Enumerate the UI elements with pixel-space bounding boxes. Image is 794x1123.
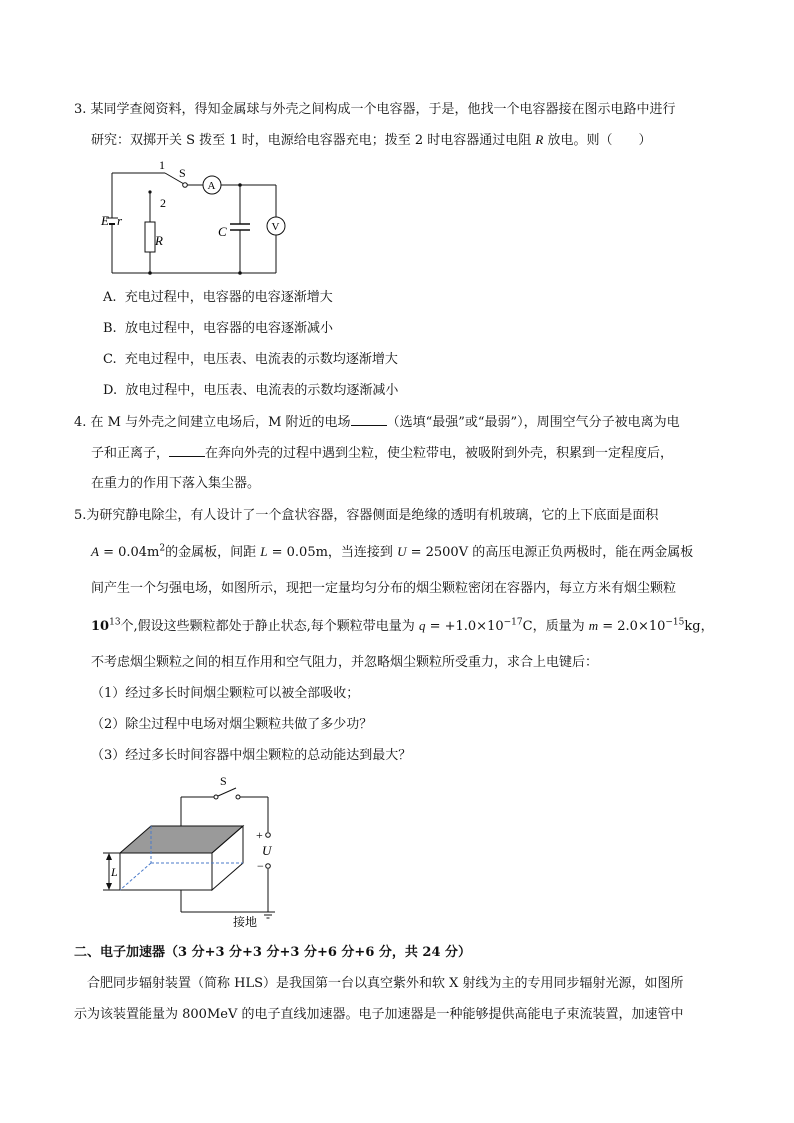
- option-key: C.: [103, 352, 117, 367]
- positive-terminal-label: +: [256, 828, 263, 842]
- voltmeter-label: V: [271, 221, 280, 233]
- q5-text: = +1.0×10: [425, 619, 504, 634]
- charge-symbol: q: [418, 618, 426, 633]
- switch-label: S: [220, 774, 227, 788]
- ground-label: 接地: [233, 915, 258, 929]
- terminal-1-label: 1: [159, 158, 165, 172]
- q3-stem-text: 研究：双掷开关 S 拨至 1 时，电源给电容器充电；拨至 2 时电容器通过电阻: [91, 133, 536, 148]
- q4-stem-line3: 在重力的作用下落入集尘器。: [91, 476, 261, 491]
- q5-text: kg，: [684, 619, 714, 634]
- option-key: D.: [103, 383, 118, 398]
- option-key: A.: [103, 290, 117, 305]
- section-2-paragraph-line1: 合肥同步辐射装置（简称 HLS）是我国第一台以真空紫外和软 X 射线为主的专用同步辐射光源，如图所: [87, 976, 684, 991]
- emf-label: E: [101, 213, 109, 228]
- q4-text: 4. 在 M 与外壳之间建立电场后，M 附近的电场: [74, 415, 351, 430]
- mass-symbol: m: [588, 618, 599, 633]
- q3-stem-text-end: 放电。则（ ）: [543, 133, 652, 148]
- distance-label: L: [111, 865, 118, 879]
- section-2-paragraph-line2: 示为该装置能量为 800MeV 的电子直线加速器。电子加速器是一种能够提供高能电子束流装置，加速管中: [74, 1007, 684, 1022]
- q5-stem-line3: 间产生一个匀强电场，如图所示，现把一定量均匀分布的烟尘颗粒密闭在容器内，每立方米有烟尘颗粒: [91, 581, 677, 596]
- q5-text: = 2.0×10: [598, 619, 666, 634]
- section-2-heading: 二、电子加速器（3 分+3 分+3 分+3 分+6 分+6 分，共 24 分）: [74, 945, 472, 960]
- q5-text: 10: [91, 619, 110, 634]
- voltage-symbol: U: [397, 544, 407, 559]
- q5-subquestion-3: （3）经过多长时间容器中烟尘颗粒的总动能达到最大？: [91, 748, 412, 763]
- ground-icon: [261, 912, 275, 918]
- q4-text: 在奔向外壳的过程中遇到尘粒，使尘粒带电，被吸附到外壳，积累到一定程度后，: [205, 446, 674, 461]
- distance-symbol: L: [260, 544, 268, 559]
- option-key: B.: [103, 321, 117, 336]
- capacitor-label: C: [218, 224, 227, 239]
- q4-text: 子和正离子，: [91, 446, 170, 461]
- area-symbol: A: [91, 544, 99, 559]
- voltage-label: U: [262, 843, 272, 858]
- q5-subquestion-1: （1）经过多长时间烟尘颗粒可以被全部吸收；: [91, 686, 360, 701]
- q5-sup: 13: [109, 617, 121, 628]
- q4-text: （选填“最强”或“最弱”），周围空气分子被电离为电: [386, 415, 680, 430]
- q5-text: = 0.05m，当连接到: [267, 545, 398, 560]
- terminal-2-label: 2: [160, 196, 166, 210]
- q5-stem-line5: 不考虑烟尘颗粒之间的相互作用和空气阻力，并忽略烟尘颗粒所受重力，求合上电键后：: [91, 655, 599, 670]
- q5-text: 的金属板，间距: [165, 545, 261, 560]
- option-text: 充电过程中，电压表、电流表的示数均逐渐增大: [124, 352, 398, 367]
- option-text: 放电过程中，电压表、电流表的示数均逐渐减小: [125, 383, 399, 398]
- q5-text: = 2500V 的高压电源正负两极时，能在两金属板: [406, 545, 694, 560]
- option-text: 放电过程中，电容器的电容逐渐减小: [124, 321, 333, 336]
- q5-sup: −15: [665, 617, 685, 628]
- q5-sup: −17: [503, 617, 523, 628]
- q5-sup: 2: [159, 543, 166, 554]
- q5-text: 个,假设这些颗粒都处于静止状态,每个颗粒带电量为: [120, 619, 419, 634]
- option-text: 充电过程中，电容器的电容逐渐增大: [124, 290, 333, 305]
- ammeter-label: A: [207, 180, 216, 192]
- q3-stem-line1: 3. 某同学查阅资料，得知金属球与外壳之间构成一个电容器，于是，他找一个电容器接在图示电路中进行: [74, 102, 676, 117]
- q5-text: = 0.04m: [98, 545, 160, 560]
- q5-stem-line1: 5.为研究静电除尘，有人设计了一个盒状容器，容器侧面是绝缘的透明有机玻璃，它的上下底面是面积: [74, 508, 659, 523]
- switch-label: S: [179, 166, 186, 180]
- q5-text: C，质量为: [522, 619, 589, 634]
- q3-resistor-symbol: R: [535, 132, 544, 147]
- resistor-label: R: [155, 233, 163, 248]
- negative-terminal-label: −: [257, 859, 264, 873]
- internal-resistance-label: r: [117, 213, 123, 228]
- q5-subquestion-2: （2）除尘过程中电场对烟尘颗粒共做了多少功？: [91, 717, 373, 732]
